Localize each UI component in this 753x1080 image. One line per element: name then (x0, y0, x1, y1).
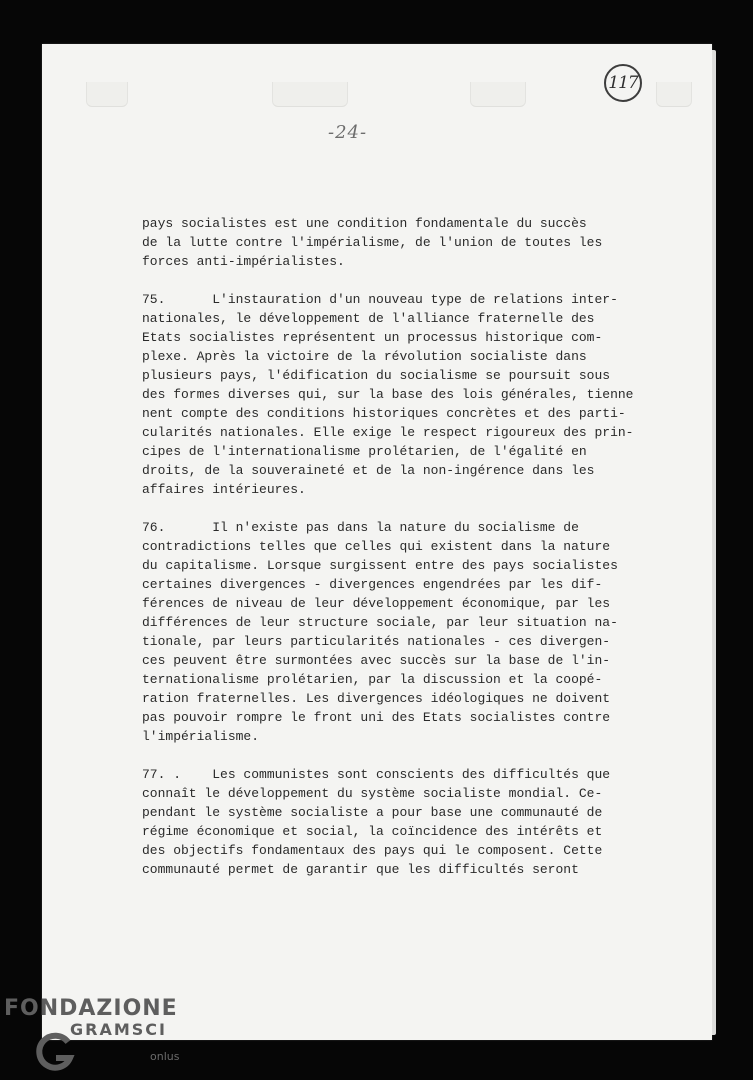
text-line: 75. L'instauration d'un nouveau type de relations inter- (142, 292, 618, 307)
text-line: ration fraternelles. Les divergences idéologiques ne doivent (142, 691, 611, 706)
paragraph-75 (142, 290, 634, 499)
text-line: des formes diverses qui, sur la base des lois générales, tienne (142, 387, 634, 402)
text-line: droits, de la souveraineté et de la non-ingérence dans les (142, 463, 595, 478)
text-line: du capitalisme. Lorsque surgissent entre des pays socialistes (142, 558, 618, 573)
paragraph-76 (142, 518, 618, 746)
clip-mark (272, 82, 348, 107)
text-line: 76. Il n'existe pas dans la nature du socialisme de (142, 520, 579, 535)
clip-mark (656, 82, 692, 107)
text-line: tionale, par leurs particularités nationales - ces divergen- (142, 634, 611, 649)
text-line: ces peuvent être surmontées avec succès sur la base de l'in- (142, 653, 611, 668)
text-line: contradictions telles que celles qui existent dans la nature (142, 539, 611, 554)
text-line: nent compte des conditions historiques concrètes et des parti- (142, 406, 626, 421)
text-line: connaît le développement du système socialiste mondial. Ce- (142, 786, 603, 801)
watermark-suffix: onlus (150, 1050, 180, 1063)
text-line: plusieurs pays, l'édification du socialisme se poursuit sous (142, 368, 611, 383)
text-line: pendant le système socialiste a pour base une communauté de (142, 805, 603, 820)
text-line: de la lutte contre l'impérialisme, de l'union de toutes les (142, 235, 603, 250)
clip-mark (470, 82, 526, 107)
watermark-subtitle: GRAMSCI (70, 1020, 167, 1039)
text-line: plexe. Après la victoire de la révolution socialiste dans (142, 349, 587, 364)
clip-mark (86, 82, 128, 107)
text-line: pas pouvoir rompre le front uni des Etats socialistes contre (142, 710, 611, 725)
text-line: pays socialistes est une condition fondamentale du succès (142, 216, 587, 231)
text-line: férences de niveau de leur développement économique, par les (142, 596, 611, 611)
document-page (42, 44, 712, 1040)
paragraph-continuation (142, 214, 602, 271)
paragraph-77 (142, 765, 611, 879)
text-line: cipes de l'internationalisme prolétarien, de l'égalité en (142, 444, 587, 459)
text-line: différences de leur structure sociale, par leur situation na- (142, 615, 618, 630)
archive-watermark (4, 996, 194, 1080)
text-line: affaires intérieures. (142, 482, 306, 497)
text-line: nationales, le développement de l'alliance fraternelle des (142, 311, 595, 326)
text-line: communauté permet de garantir que les difficultés seront (142, 862, 579, 877)
text-line: forces anti-impérialistes. (142, 254, 345, 269)
text-line: Etats socialistes représentent un processus historique com- (142, 330, 603, 345)
text-line: ternationalisme prolétarien, par la discussion et la coopé- (142, 672, 603, 687)
watermark-title: FONDAZIONE (4, 996, 178, 1021)
text-line: l'impérialisme. (142, 729, 260, 744)
text-line: 77. . Les communistes sont conscients des difficultés que (142, 767, 611, 782)
text-line: des objectifs fondamentaux des pays qui le composent. Cette (142, 843, 603, 858)
page-number: -24- (328, 122, 368, 143)
text-line: régime économique et social, la coïncidence des intérêts et (142, 824, 603, 839)
folio-number: 117 (604, 64, 642, 102)
text-line: certaines divergences - divergences engendrées par les dif- (142, 577, 603, 592)
document-body (142, 214, 634, 898)
text-line: cularités nationales. Elle exige le respect rigoureux des prin- (142, 425, 634, 440)
